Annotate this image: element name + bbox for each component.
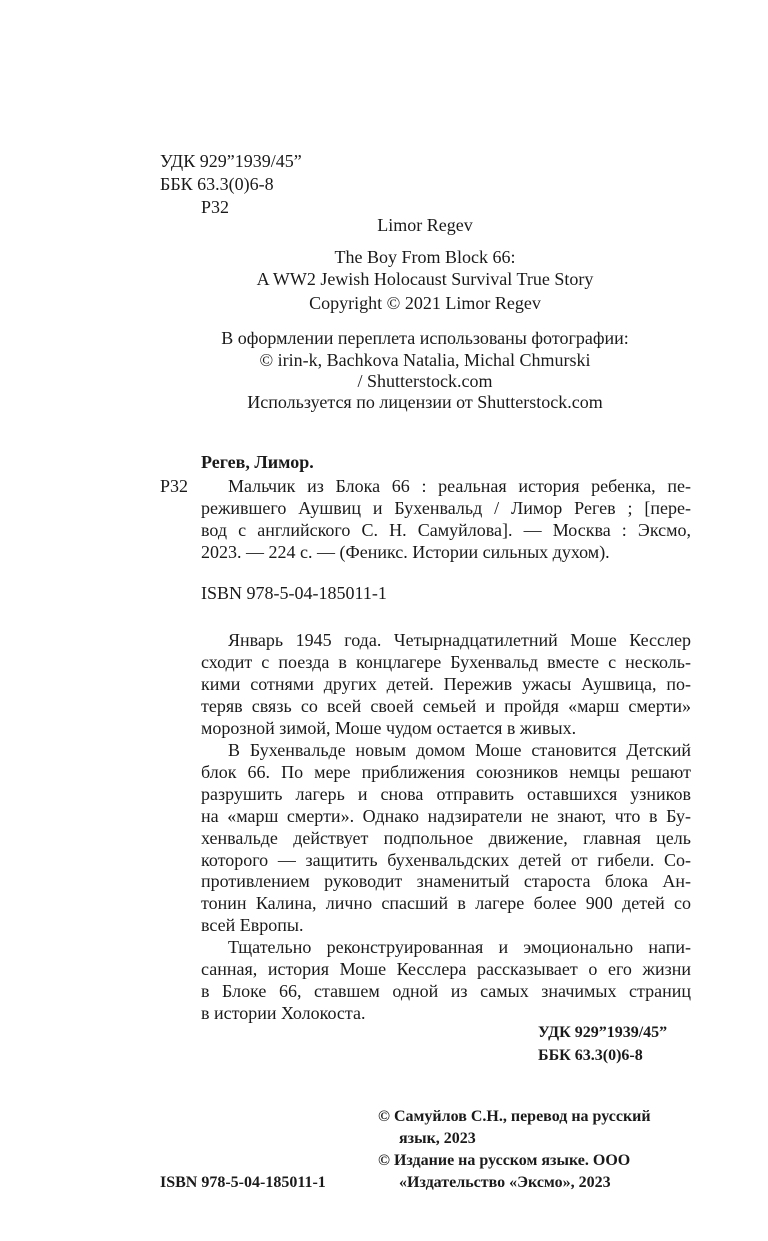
annotation-line: Январь 1945 года. Четырнадцатилетний Моше Кесслер: [228, 630, 691, 650]
edition-copyright-line1: © Издание на русском языке. ООО: [378, 1152, 631, 1169]
cover-credits-line2: © irin-k, Bachkova Natalia, Michal Chmurski: [259, 350, 591, 370]
original-title-line2: A WW2 Jewish Holocaust Survival True Story: [256, 269, 594, 289]
record-heading: Регев, Лимор.: [201, 452, 314, 472]
record-description: [201, 475, 691, 563]
annotation-line: противлением руководит знаменитый староста блока Ан-: [201, 871, 691, 892]
annotation-line: хенвальде действует подпольное движение, главная цель: [201, 827, 691, 848]
record-line: вод с английского С. Н. Самуйлова]. — Москва : Эксмо,: [201, 520, 691, 540]
author-name-en: Limor Regev: [377, 215, 473, 235]
translation-copyright-line1: © Самуйлов С.Н., перевод на русский: [378, 1108, 651, 1125]
original-title-line1: The Boy From Block 66:: [334, 247, 516, 267]
record-author-mark: Р32: [160, 476, 189, 496]
annotation-line: в истории Холокоста.: [201, 1002, 366, 1023]
annotation-line: разрушить лагерь и снова отправить оставшихся узников: [201, 783, 691, 804]
annotation-line: санная, история Моше Кесслера рассказывает о его жизни: [201, 958, 691, 979]
author-mark: Р32: [201, 197, 230, 217]
annotation-line: теряв связь со всей своей семьей и пройдя «марш смерти»: [201, 695, 691, 716]
annotation-paragraph-2: [201, 740, 691, 937]
bbk-code: ББК 63.3(0)6-8: [160, 174, 274, 194]
annotation-line: на «марш смерти». Однако надзиратели не знают, что в Бу-: [201, 805, 691, 826]
annotation-line: сходит с поезда в концлагере Бухенвальд вместе с несколь-: [201, 651, 691, 672]
license-line: Используется по лицензии от Shutterstock.com: [247, 392, 603, 412]
cover-credits-line1: В оформлении переплета использованы фотографии:: [221, 328, 629, 348]
annotation-line: В Бухенвальде новым домом Моше становится Детский: [228, 740, 691, 760]
annotation-line: тонин Калина, лично спасший в лагере более 900 детей со: [201, 893, 691, 914]
footer-isbn: ISBN 978-5-04-185011-1: [160, 1174, 326, 1191]
record-line: Мальчик из Блока 66 : реальная история ребенка, пе-: [228, 476, 691, 496]
annotation-line: в Блоке 66, ставшем одной из самых значимых страниц: [201, 980, 691, 1001]
record-isbn: ISBN 978-5-04-185011-1: [201, 583, 387, 603]
annotation-line: которого — защитить бухенвальдских детей от гибели. Со-: [201, 849, 691, 870]
annotation-line: Тщательно реконструированная и эмоционально напи-: [228, 937, 691, 957]
annotation-paragraph-3: [201, 937, 691, 1025]
annotation-paragraph-1: [201, 630, 691, 740]
translation-copyright-line2: язык, 2023: [399, 1130, 476, 1147]
annotation-line: всей Европы.: [201, 915, 304, 936]
edition-copyright-line2: «Издательство «Эксмо», 2023: [399, 1174, 611, 1191]
annotation-line: морозной зимой, Моше чудом остается в живых.: [201, 717, 577, 738]
annotation-line: кими сотнями других детей. Пережив ужасы Аушвица, по-: [201, 673, 691, 694]
annotation-line: блок 66. По мере приближения союзников немцы решают: [201, 761, 691, 782]
cover-credits-line3: / Shutterstock.com: [357, 371, 493, 391]
udk-code: УДК 929”1939/45”: [160, 151, 302, 171]
copyright-line: Copyright © 2021 Limor Regev: [309, 293, 541, 313]
record-line: 2023. — 224 с. — (Феникс. Истории сильных духом).: [201, 542, 610, 562]
record-line: режившего Аушвиц и Бухенвальд / Лимор Регев ; [пере-: [201, 498, 691, 518]
footer-bbk: ББК 63.3(0)6-8: [538, 1047, 643, 1064]
footer-udk: УДК 929”1939/45”: [538, 1024, 668, 1041]
